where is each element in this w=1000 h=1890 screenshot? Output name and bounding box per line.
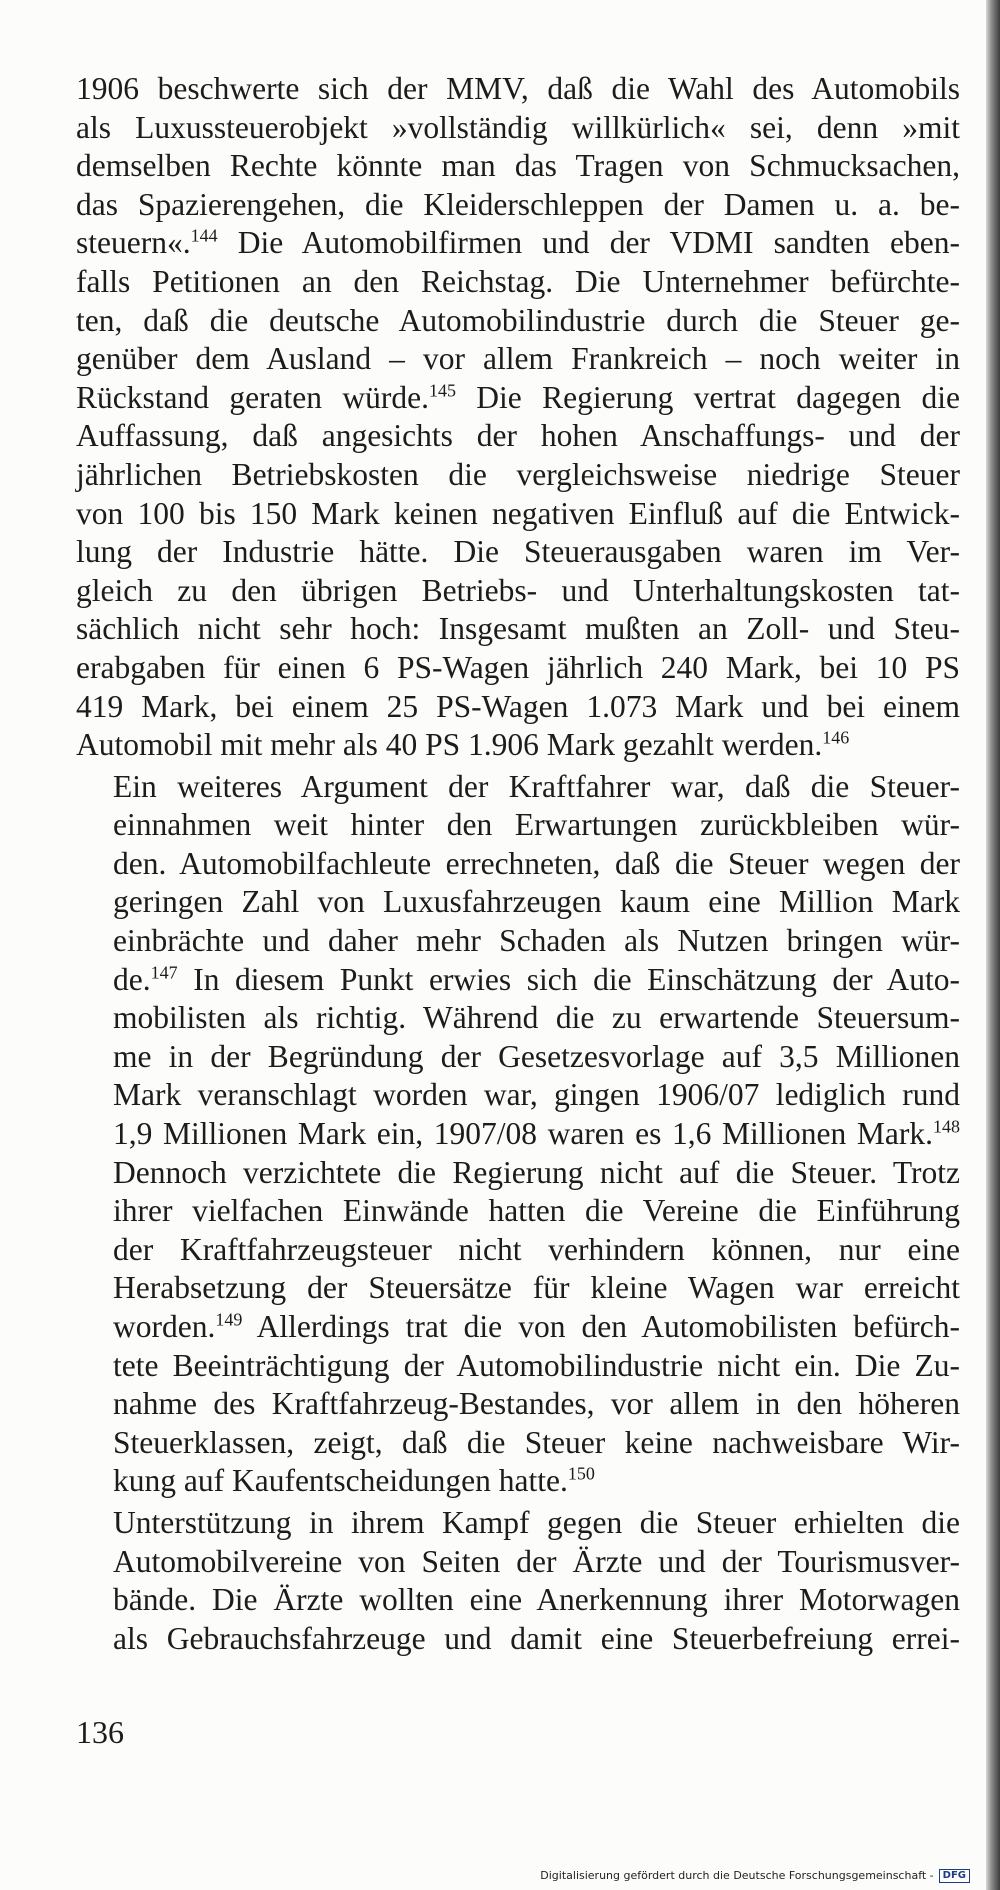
footnote-reference[interactable]: 148 [933,1116,960,1137]
text-line [76,147,960,186]
text-line [76,1308,960,1347]
text-line [76,302,960,341]
line-text: kung auf Kaufentscheidungen hatte. [113,1463,568,1499]
line-text: von 100 bis 150 Mark keinen negativen Einfluß auf die Entwick- [76,495,960,531]
line-text: einnahmen weit hinter den Erwartungen zurückbleiben wür- [113,807,960,843]
text-line [76,1543,960,1582]
text-line [76,1385,960,1424]
footnote-reference[interactable]: 147 [150,962,178,983]
line-text: ihrer vielfachen Einwände hatten die Vereine die Einführung [113,1193,960,1229]
text-line [76,1076,960,1115]
line-text: 419 Mark, bei einem 25 PS-Wagen 1.073 Mark und bei einem [76,688,960,724]
paragraph [76,768,960,1501]
text-line [76,768,960,807]
text-line [76,456,960,495]
line-text: tete Beeinträchtigung der Automobilindustrie nicht ein. Die Zu- [113,1347,960,1383]
line-text: 1,9 Millionen Mark ein, 1907/08 waren es 1,6 Millionen Mark. [113,1116,933,1152]
line-text: lung der Industrie hätte. Die Steuerausgaben waren im Ver- [76,534,960,570]
text-line [76,726,960,765]
line-text: sächlich nicht sehr hoch: Insgesamt mußten an Zoll- und Steu- [76,611,960,647]
line-text: der Kraftfahrzeugsteuer nicht verhindern können, nur eine [113,1231,960,1267]
footnote-reference[interactable]: 149 [215,1309,243,1330]
text-line [76,1620,960,1659]
text-line [76,1115,960,1154]
line-text: geringen Zahl von Luxusfahrzeugen kaum eine Million Mark [113,884,960,920]
credit-text: Digitalisierung gefördert durch die Deutsche Forschungsgemeinschaft - [540,1869,934,1882]
text-line [76,1038,960,1077]
text-line [76,688,960,727]
line-text: Unterstützung in ihrem Kampf gegen die Steuer erhielten die [113,1504,960,1540]
line-text: me in der Begründung der Gesetzesvorlage auf 3,5 Millionen [113,1038,960,1074]
text-line [76,533,960,572]
line-text: einbrächte und daher mehr Schaden als Nutzen bringen wür- [113,923,960,959]
footnote-reference[interactable]: 150 [567,1463,595,1484]
line-text: den. Automobilfachleute errechneten, daß die Steuer wegen der [113,845,960,881]
line-text: de. [113,961,151,997]
line-text: Auffassung, daß angesichts der hohen Anschaffungs- und der [76,418,960,454]
line-text: nahme des Kraftfahrzeug-Bestandes, vor allem in den höheren [113,1386,960,1422]
text-line [76,263,960,302]
line-text-continued: Die Automobilfirmen und der VDMI sandten eben- [217,225,960,261]
text-line [76,922,960,961]
line-text-continued: Allerdings trat die von den Automobilisten befürch- [242,1309,960,1344]
digitization-credit [540,1869,970,1883]
text-line [76,610,960,649]
text-line [76,1581,960,1620]
page-number: 136 [76,1714,124,1750]
text-line [76,1231,960,1270]
line-text: bände. Die Ärzte wollten eine Anerkennung ihrer Motorwagen [113,1582,960,1618]
text-line [76,340,960,379]
text-line [76,883,960,922]
page-edge-shadow [986,0,1000,1890]
line-text: Rückstand geraten würde. [76,379,429,415]
line-text: Automobil mit mehr als 40 PS 1.906 Mark gezahlt werden. [76,727,823,763]
text-line [76,70,960,109]
line-text: Ein weiteres Argument der Kraftfahrer war, daß die Steuer- [113,768,960,804]
line-text: 1906 beschwerte sich der MMV, daß die Wahl des Automobils [76,71,960,106]
line-text: demselben Rechte könnte man das Tragen von Schmucksachen, [76,148,960,184]
line-text: genüber dem Ausland – vor allem Frankreich – noch weiter in [76,341,960,377]
line-text: als Gebrauchsfahrzeuge und damit eine Steuerbefreiung errei- [113,1620,960,1656]
text-line [76,1347,960,1386]
text-line [76,379,960,418]
text-line [76,1269,960,1308]
line-text: Automobilvereine von Seiten der Ärzte und der Tourismusver- [113,1543,960,1579]
text-line [76,1424,960,1463]
line-text: Mark veranschlagt worden war, gingen 1906/07 lediglich rund [113,1077,960,1113]
line-text: steuern«. [76,225,191,261]
line-text: Herabsetzung der Steuersätze für kleine Wagen war erreicht [113,1270,960,1306]
body-text [76,70,960,1658]
footnote-reference[interactable]: 146 [822,727,850,748]
line-text: gleich zu den übrigen Betriebs- und Unterhaltungskosten tat- [76,572,960,608]
dfg-logo: DFG [939,1869,970,1883]
text-line [76,806,960,845]
line-text: das Spazierengehen, die Kleiderschleppen der Damen u. a. be- [76,186,960,222]
footnote-reference[interactable]: 144 [190,225,218,246]
line-text: als Luxussteuerobjekt »vollständig willkürlich« sei, denn »mit [76,109,960,145]
line-text: mobilisten als richtig. Während die zu erwartende Steuersum- [113,1000,960,1036]
line-text: Steuerklassen, zeigt, daß die Steuer keine nachweisbare Wir- [113,1424,960,1460]
line-text: ten, daß die deutsche Automobilindustrie durch die Steuer ge- [76,302,960,338]
text-line [76,109,960,148]
text-line [76,495,960,534]
text-line [76,1504,960,1543]
line-text: falls Petitionen an den Reichstag. Die Unternehmer befürchte- [76,263,960,299]
line-text-continued: Die Regierung vertrat dagegen die [455,379,960,415]
line-text: erabgaben für einen 6 PS-Wagen jährlich 240 Mark, bei 10 PS [76,649,960,685]
text-line [76,999,960,1038]
text-line [76,224,960,263]
text-line [76,1154,960,1193]
text-line [76,572,960,611]
line-text: jährlichen Betriebskosten die vergleichsweise niedrige Steuer [76,456,960,492]
text-line [76,1192,960,1231]
text-line [76,417,960,456]
text-line [76,1462,960,1501]
text-line [76,961,960,1000]
line-text: worden. [113,1309,216,1344]
text-line [76,845,960,884]
line-text: Dennoch verzichtete die Regierung nicht auf die Steuer. Trotz [113,1154,960,1190]
text-line [76,649,960,688]
paragraph [76,70,960,765]
text-line [76,186,960,225]
paragraph [76,1504,960,1658]
footnote-reference[interactable]: 145 [428,380,456,401]
line-text-continued: In diesem Punkt erwies sich die Einschätzung der Auto- [177,961,960,997]
